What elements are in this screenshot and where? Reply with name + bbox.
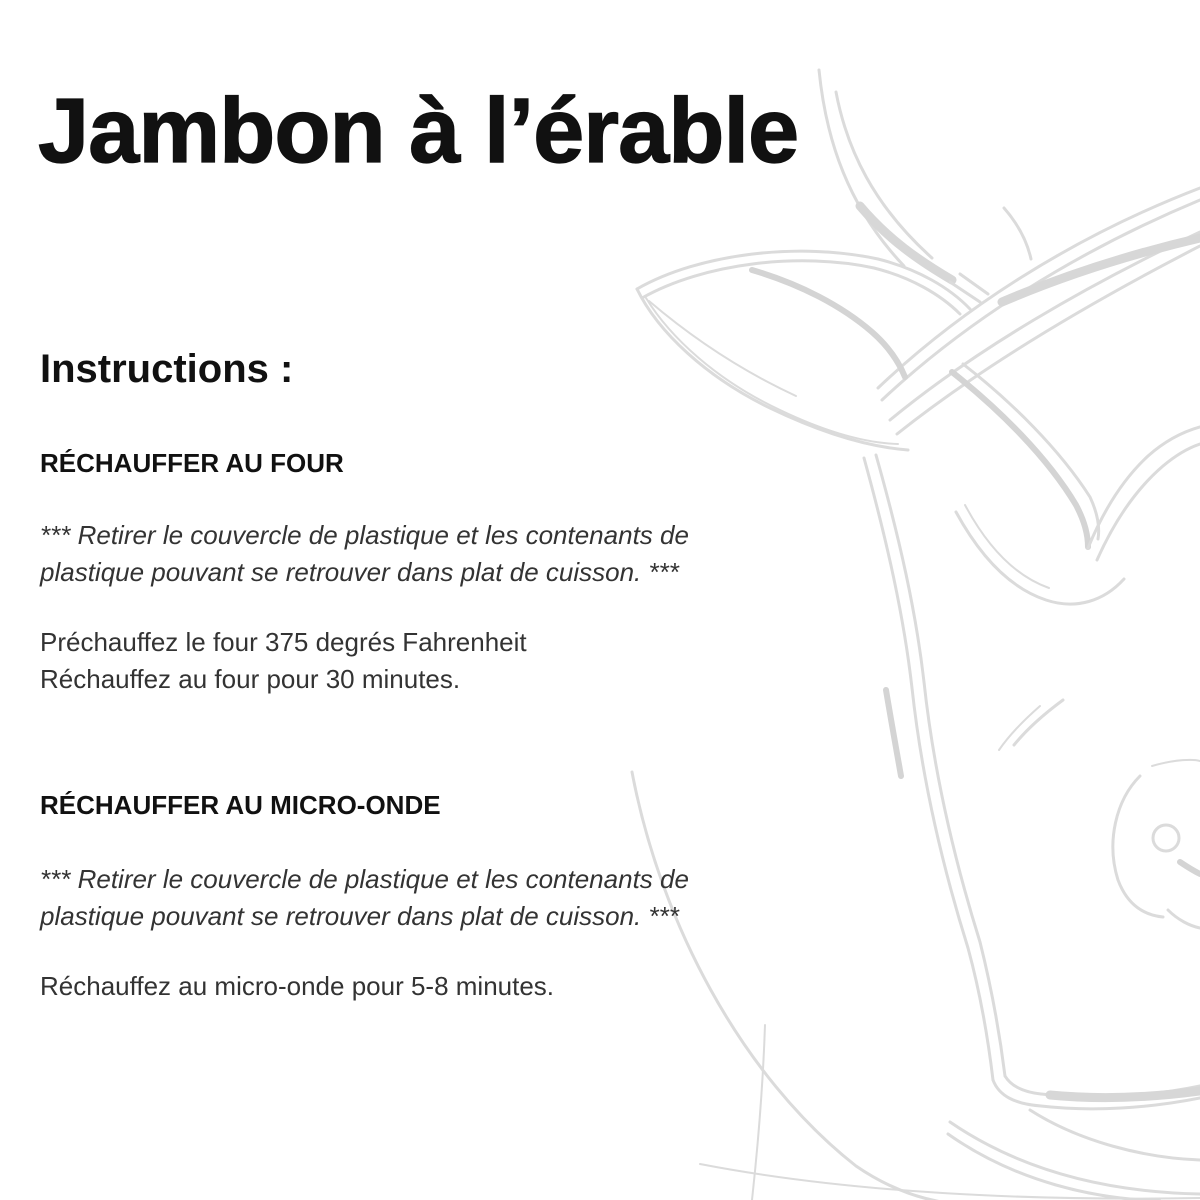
microwave-warning-line-2: plastique pouvant se retrouver dans plat de cuisson. *** (40, 901, 679, 931)
oven-warning-line-2: plastique pouvant se retrouver dans plat de cuisson. *** (40, 557, 679, 587)
page-title: Jambon à l’érable (38, 79, 799, 182)
microwave-step-line-1: Réchauffez au micro-onde pour 5-8 minutes. (40, 971, 555, 1001)
oven-step-line-1: Préchauffez le four 375 degrés Fahrenheit (40, 627, 527, 657)
microwave-steps (40, 968, 554, 1005)
instructions-heading: Instructions : (40, 347, 294, 392)
oven-plastic-warning (40, 517, 689, 591)
oven-step-line-2: Réchauffez au four pour 30 minutes. (40, 664, 461, 694)
microwave-section-heading: RÉCHAUFFER AU MICRO-ONDE (40, 790, 441, 820)
microwave-plastic-warning (40, 861, 689, 935)
microwave-warning-line-1: *** Retirer le couvercle de plastique et les contenants de (40, 864, 689, 894)
oven-section-heading: RÉCHAUFFER AU FOUR (40, 448, 344, 478)
oven-steps (40, 624, 527, 698)
oven-warning-line-1: *** Retirer le couvercle de plastique et les contenants de (40, 520, 689, 550)
